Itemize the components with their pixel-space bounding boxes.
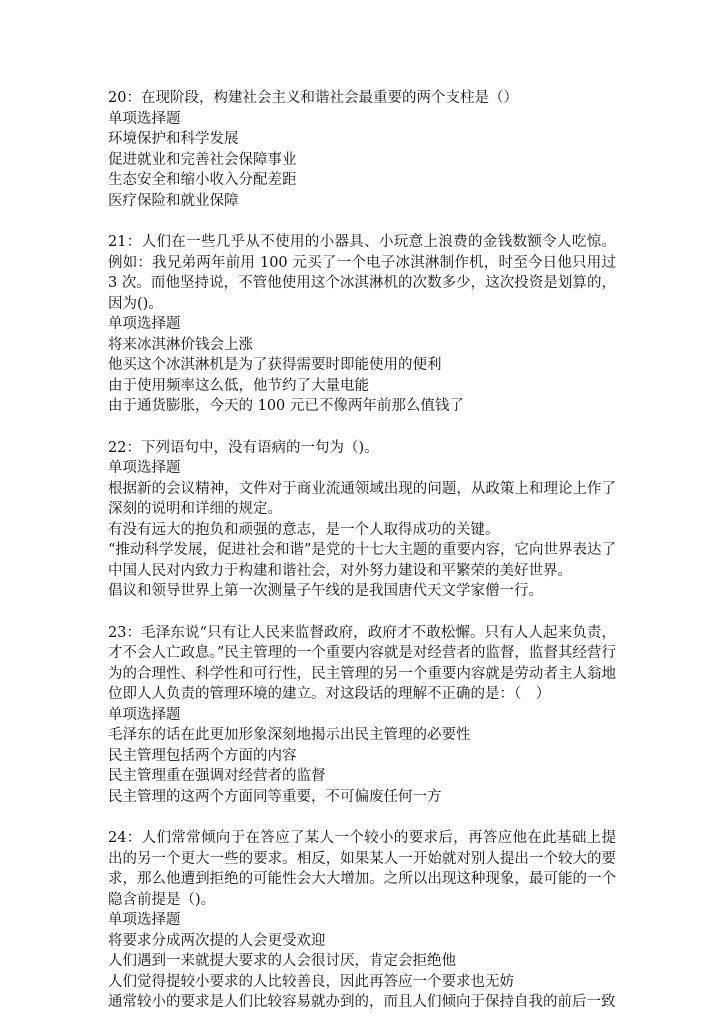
option-item: “推动科学发展，促进社会和谐”是党的十七大主题的重要内容，它向世界表达了中国人民对内致力于构建和谐社会，对外努力建设和平繁荣的美好世界。 — [108, 542, 616, 579]
question-23 — [108, 623, 616, 808]
option-item: 由于通货膨胀，今天的 100 元已不像两年前那么值钱了 — [108, 398, 464, 414]
option-list — [108, 335, 616, 417]
option-list — [108, 479, 616, 602]
option-item: 通常较小的要求是人们比较容易就办到的，而且人们倾向于保持自我的前后一致 — [108, 994, 616, 1010]
option-item: 生态安全和缩小收入分配差距 — [108, 172, 297, 188]
question-type: 单项选择题 — [108, 460, 181, 476]
option-item: 他买这个冰淇淋机是为了获得需要时即能使用的便利 — [108, 357, 442, 373]
option-item: 人们遇到一来就提大要求的人会很讨厌，肯定会拒绝他 — [108, 953, 456, 969]
option-item: 毛泽东的话在此更加形象深刻地揭示出民主管理的必要性 — [108, 727, 471, 743]
question-20 — [108, 88, 616, 211]
question-type: 单项选择题 — [108, 110, 181, 127]
question-stem: 21：人们在一些几乎从不使用的小器具、小玩意上浪费的金钱数额令人吃惊。例如：我兄弟两年前用 100 元买了一个电子冰淇淋制作机，时至今日他只用过 3 次。而他坚持说，不管他使用这个冰淇淋机的次数多少，这次投资是划算的，因为()。 — [108, 234, 616, 312]
option-item: 将来冰淇淋价钱会上涨 — [108, 336, 253, 353]
option-list — [108, 931, 616, 1013]
option-item: 民主管理的这两个方面同等重要，不可偏废任何一方 — [108, 788, 442, 805]
option-item: 民主管理包括两个方面的内容 — [108, 747, 297, 764]
option-item: 有没有远大的抱负和顽强的意志，是一个人取得成功的关键。 — [108, 521, 500, 538]
option-item: 倡议和领导世界上第一次测量子午线的是我国唐代天文学家僧一行。 — [108, 583, 543, 599]
option-item: 民主管理重在强调对经营者的监督 — [108, 768, 326, 784]
option-item: 人们觉得提较小要求的人比较善良，因此再答应一个要求也无妨 — [108, 973, 514, 990]
question-type: 单项选择题 — [108, 316, 181, 332]
option-item: 环境保护和科学发展 — [108, 131, 239, 147]
question-list — [108, 88, 616, 1034]
question-24 — [108, 828, 616, 1013]
question-type: 单项选择题 — [108, 706, 181, 723]
question-stem: 24：人们常常倾向于在答应了某人一个较小的要求后，再答应他在此基础上提出的另一个更大一些的要求。相反，如果某人一开始就对别人提出一个较大的要求，那么他遭到拒绝的可能性会大大增加。之所以出现这种现象，最可能的一个隐含前提是（)。 — [108, 830, 616, 908]
option-item: 根据新的会议精神，文件对于商业流通领域出现的问题，从政策上和理论上作了深刻的说明和详细的规定。 — [108, 480, 616, 517]
question-stem: 20：在现阶段，构建社会主义和谐社会最重要的两个支柱是（） — [108, 90, 518, 106]
option-item: 医疗保险和就业保障 — [108, 192, 239, 209]
question-21 — [108, 232, 616, 417]
option-item: 将要求分成两次提的人会更受欢迎 — [108, 932, 326, 949]
option-list — [108, 725, 616, 807]
question-stem: 22：下列语句中，没有语病的一句为（)。 — [108, 439, 379, 456]
option-item: 由于使用频率这么低，他节约了大量电能 — [108, 377, 369, 394]
option-item: 促进就业和完善社会保障事业 — [108, 151, 297, 168]
question-type: 单项选择题 — [108, 912, 181, 928]
question-stem: 23：毛泽东说“只有让人民来监督政府，政府才不敢松懈。只有人人起来负责，才不会人亡政息。”民主管理的一个重要内容就是对经营者的监督，监督其经营行为的合理性、科学性和可行性，民主管理的另一个重要内容就是劳动者主人翁地位即人人负责的管理环境的建立。对这段话的理解不正确的是：（ ） — [108, 624, 616, 702]
option-list — [108, 129, 616, 211]
question-22 — [108, 438, 616, 602]
